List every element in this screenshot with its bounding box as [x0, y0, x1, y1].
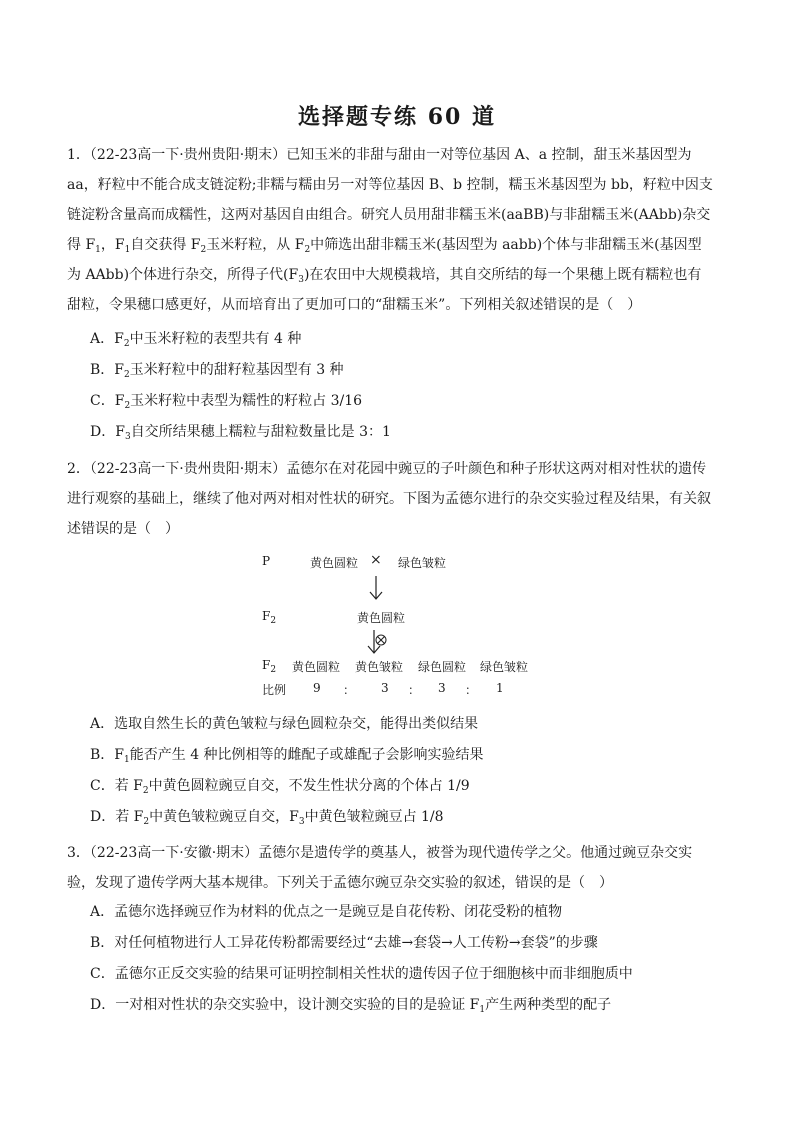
question-number: 3． [67, 845, 90, 861]
parent-1: 黄色圆粒 [310, 556, 359, 570]
question-number: 1． [67, 147, 90, 163]
arrow-down-icon [368, 574, 384, 602]
f1-generation-label: $F_2$ [262, 609, 277, 626]
option-a[interactable]: A．孟德尔选择豌豆作为材料的优点之一是豌豆是自花传粉、闭花受粉的植物 [90, 904, 563, 920]
ratio-label: 比例 [262, 683, 287, 697]
option-b[interactable]: B．$F_2$玉米籽粒中的甜籽粒基因型有 3 种 [90, 362, 344, 380]
question-source: （22-23高一下·贵州贵阳·期末） [89, 461, 287, 477]
parent-2: 绿色皱粒 [398, 556, 447, 570]
ratio-value: 3 [438, 681, 446, 695]
option-c[interactable]: C．孟德尔正反交实验的结果可证明控制相关性状的遗传因子位于细胞核中而非细胞质中 [90, 966, 633, 982]
ratio-separator: ： [343, 683, 356, 697]
f2-phenotype: 黄色圆粒 [292, 660, 341, 674]
ratio-value: 3 [381, 681, 389, 695]
ratio-value: 1 [496, 681, 504, 695]
option-a[interactable]: A．$F_2$中玉米籽粒的表型共有 4 种 [90, 331, 302, 349]
option-b[interactable]: B．对任何植物进行人工异花传粉都需要经过“去雄→套袋→人工传粉→套袋”的步骤 [90, 935, 598, 951]
ratio-separator: ： [465, 683, 478, 697]
option-b[interactable]: B．$F_1$能否产生 4 种比例相等的雌配子或雄配子会影响实验结果 [90, 747, 484, 765]
question-source: （22-23高一下·安徽·期末） [89, 845, 259, 861]
ratio-separator: ： [408, 683, 421, 697]
f2-phenotype: 绿色皱粒 [480, 660, 529, 674]
question-source: （22-23高一下·贵州贵阳·期末） [89, 147, 287, 163]
option-c[interactable]: C．$F_2$玉米籽粒中表型为糯性的籽粒占 3/16 [90, 393, 363, 411]
parent-generation-label: P [262, 554, 271, 568]
f2-phenotype: 绿色圆粒 [418, 660, 467, 674]
option-d[interactable]: D．若 $F_2$中黄色皱粒豌豆自交，$F_3$中黄色皱粒豌豆占 1/8 [90, 809, 444, 827]
question-number: 2． [67, 461, 90, 477]
ratio-value: 9 [313, 681, 321, 695]
f1-offspring: 黄色圆粒 [357, 611, 406, 625]
option-c[interactable]: C．若 $F_2$中黄色圆粒豌豆自交，不发生性状分离的个体占 1/9 [90, 778, 470, 796]
question-2 [67, 454, 714, 544]
option-d[interactable]: D．一对相对性状的杂交实验中，设计测交实验的目的是验证 $F_1$产生两种类型的配子 [90, 997, 612, 1015]
f2-generation-label: $F_2$ [262, 658, 277, 675]
option-d[interactable]: D．$F_3$自交所结果穗上糯粒与甜粒数量比是 3：1 [90, 424, 391, 442]
option-a[interactable]: A．选取自然生长的黄色皱粒与绿色圆粒杂交，能得出类似结果 [90, 716, 479, 732]
self-cross-arrow-icon [366, 628, 394, 656]
cross-symbol: × [370, 552, 382, 568]
page-title: 选择题专练 60 道 [298, 104, 496, 130]
question-1-stem: 1．（22-23高一下·贵州贵阳·期末）已知玉米的非甜与甜由一对等位基因 A、a 控制，甜玉米基因型为 aa，籽粒中不能合成支链淀粉;非糯与糯由另一对等位基因 B、b 控制，糯玉米基因型为 bb，籽粒中因支链淀粉含量高而成糯性，这两对基因自由组合。研究人员用甜非糯玉米(aaBB)与非甜糯玉米(AAbb)杂交得 $F_1$，$F_1$自交获得 $F_2$玉米籽粒，从 $F_2$中筛选出甜非糯玉米(基因型为 aabb)个体与非甜糯玉米(基因型为 AAbb)个体进行杂交，所得子代$(F_3)$在农田中大规模栽培，其自交所结的每一个果穗上既有糯粒也有甜粒，令果穗口感更好，从而培育出了更加可口的“甜糯玉米”。下列相关叙述错误的是（ ） [67, 147, 713, 313]
f2-phenotype: 黄色皱粒 [355, 660, 404, 674]
question-3-stem: 3．（22-23高一下·安徽·期末）孟德尔是遗传学的奠基人，被誉为现代遗传学之父。他通过豌豆杂交实验，发现了遗传学两大基本规律。下列关于孟德尔豌豆杂交实验的叙述，错误的是（ ） [67, 845, 693, 891]
question-2-stem: 2．（22-23高一下·贵州贵阳·期末）孟德尔在对花园中豌豆的子叶颜色和种子形状这两对相对性状的遗传进行观察的基础上，继续了他对两对相对性状的研究。下图为孟德尔进行的杂交实验过程及结果，有关叙述错误的是（ ） [67, 461, 711, 537]
question-1 [67, 140, 714, 320]
question-3 [67, 838, 714, 898]
